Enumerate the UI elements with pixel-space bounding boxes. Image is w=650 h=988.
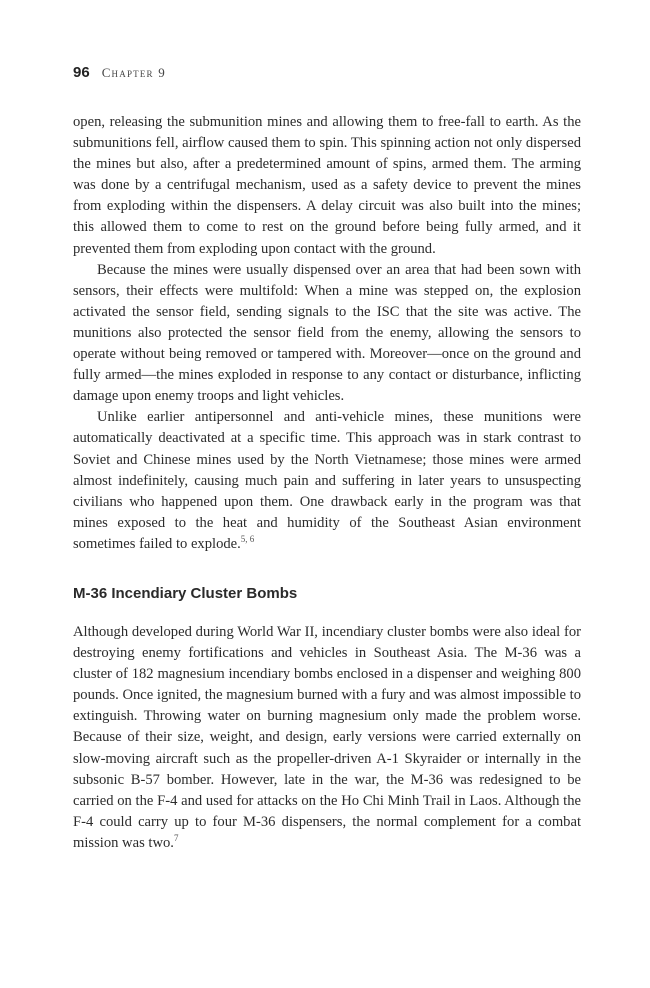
paragraph-1-text: open, releasing the submunition mines and allowing them to free-fall to earth. As the submunitions fell, airflow caused them to spin. This spinning action not only dispersed the mines but also, after a predetermined amount of spins, armed them. The arming was done by a centrifugal mechanism, used as a safety device to prevent the mines from exploding within the dispensers. A delay circuit was also built into the mines; this allowed them to come to rest on the ground before being fully armed, and it prevented them from exploding upon contact with the ground.	[73, 114, 581, 257]
paragraph-1	[73, 112, 581, 260]
page-number: 96	[73, 64, 90, 81]
chapter-label: Chapter 9	[101, 65, 166, 80]
paragraph-4-text: Although developed during World War II, incendiary cluster bombs were also ideal for destroying enemy fortifications and vehicles in Southeast Asia. The M-36 was a cluster of 182 magnesium incendiary bombs enclosed in a dispenser and weighing 800 pounds. Once ignited, the magnesium burned with a fury and was almost impossible to extinguish. Throwing water on burning magnesium only made the problem worse. Because of their size, weight, and design, early versions were carried externally on slow-moving aircraft such as the propeller-driven A-1 Skyraider or internally in the subsonic B-57 bomber. However, late in the war, the M-36 was redesigned to be carried on the F-4 and used for attacks on the Ho Chi Minh Trail in Laos. Although the F-4 could carry up to four M-36 dispensers, the normal complement for a combat mission was two.	[73, 623, 581, 851]
paragraph-2-text: Because the mines were usually dispensed over an area that had been sown with sensors, their effects were multifold: When a mine was stepped on, the explosion activated the sensor field, sending signals to the ISC that the site was active. The munitions also protected the sensor field from the enemy, allowing the sensors to operate without being removed or tampered with. Moreover—once on the ground and fully armed—the mines exploded in response to any contact or disturbance, inflicting damage upon enemy troops and light vehicles.	[73, 261, 581, 405]
paragraph-2	[73, 260, 581, 408]
paragraph-3-text: Unlike earlier antipersonnel and anti-vehicle mines, these munitions were automatically deactivated at a specific time. This approach was in stark contrast to Soviet and Chinese mines used by the North Vietnamese; those mines were armed almost indefinitely, causing much pain and suffering in later years to unsuspecting civilians who happened upon them. One drawback early in the program was that mines exposed to the heat and humidity of the Southeast Asian environment sometimes failed to explode.	[73, 409, 581, 552]
paragraph-3	[73, 407, 581, 555]
section-heading: M-36 Incendiary Cluster Bombs	[73, 584, 298, 602]
footnote-ref-7: 7	[173, 832, 179, 843]
running-head	[73, 64, 581, 94]
book-page	[73, 64, 581, 854]
section-spacer	[73, 606, 581, 622]
footnote-ref-5-6: 5, 6	[240, 533, 255, 544]
paragraph-4	[73, 622, 581, 854]
